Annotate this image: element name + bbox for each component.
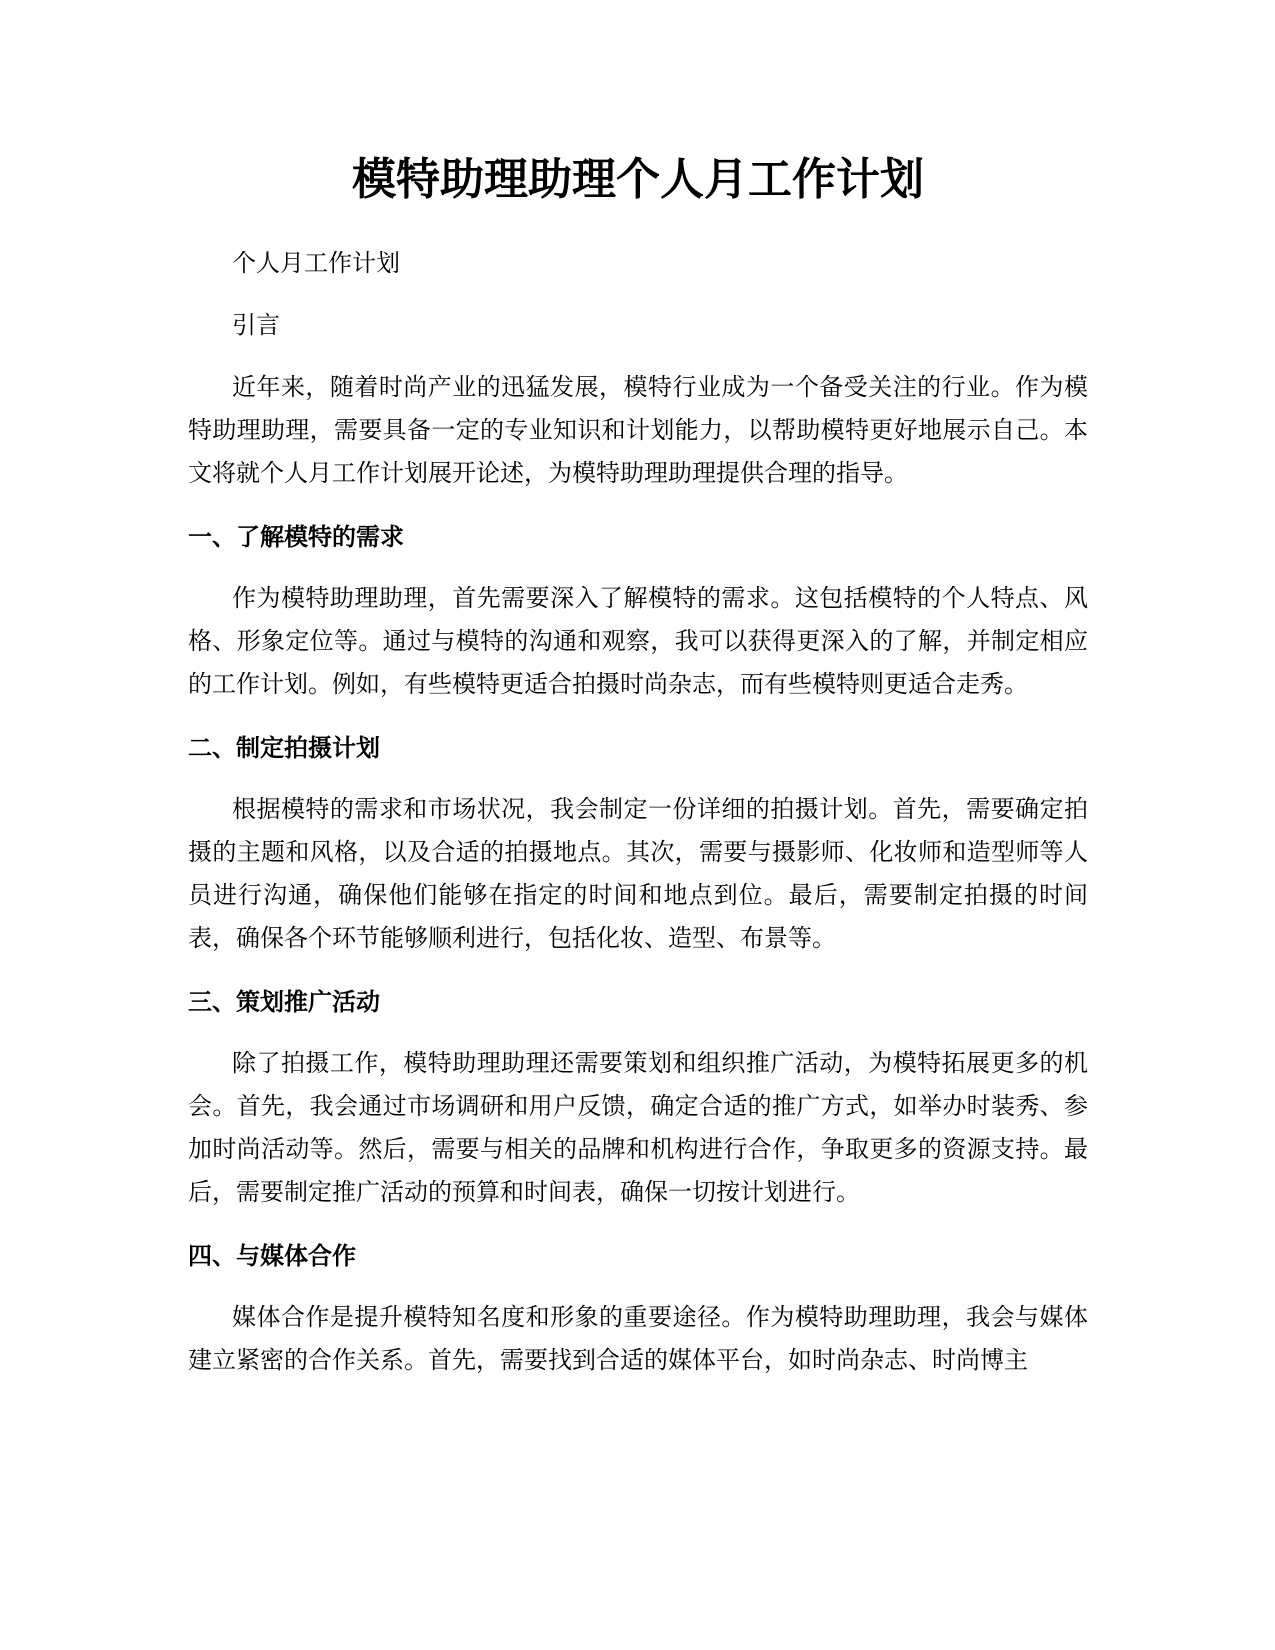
section-paragraph: 根据模特的需求和市场状况，我会制定一份详细的拍摄计划。首先，需要确定拍摄的主题和风格，以及合适的拍摄地点。其次，需要与摄影师、化妆师和造型师等人员进行沟通，确保他们能够在指定的时间和地点到位。最后，需要制定拍摄的时间表，确保各个环节能够顺利进行，包括化妆、造型、布景等。 [188,795,1088,952]
section-heading: 三、策划推广活动 [188,988,380,1016]
document-title: 模特助理助理个人月工作计划 [352,154,924,205]
section-paragraph: 除了拍摄工作，模特助理助理还需要策划和组织推广活动，为模特拓展更多的机会。首先，我会通过市场调研和用户反馈，确定合适的推广方式，如举办时装秀、参加时尚活动等。然后，需要与相关的品牌和机构进行合作，争取更多的资源支持。最后，需要制定推广活动的预算和时间表，确保一切按计划进行。 [188,1049,1088,1206]
document-body [188,242,1088,1382]
intro-label: 引言 [232,311,280,339]
section-heading: 一、了解模特的需求 [188,523,404,551]
intro-paragraph: 近年来，随着时尚产业的迅猛发展，模特行业成为一个备受关注的行业。作为模特助理助理，需要具备一定的专业知识和计划能力，以帮助模特更好地展示自己。本文将就个人月工作计划展开论述，为模特助理助理提供合理的指导。 [188,373,1088,487]
section-heading: 二、制定拍摄计划 [188,734,380,762]
section-paragraph: 作为模特助理助理，首先需要深入了解模特的需求。这包括模特的个人特点、风格、形象定位等。通过与模特的沟通和观察，我可以获得更深入的了解，并制定相应的工作计划。例如，有些模特更适合拍摄时尚杂志，而有些模特则更适合走秀。 [188,584,1088,698]
section-heading: 四、与媒体合作 [188,1242,356,1270]
section-paragraph: 媒体合作是提升模特知名度和形象的重要途径。作为模特助理助理，我会与媒体建立紧密的合作关系。首先，需要找到合适的媒体平台，如时尚杂志、时尚博主 [188,1303,1088,1374]
document-subtitle: 个人月工作计划 [232,249,400,277]
